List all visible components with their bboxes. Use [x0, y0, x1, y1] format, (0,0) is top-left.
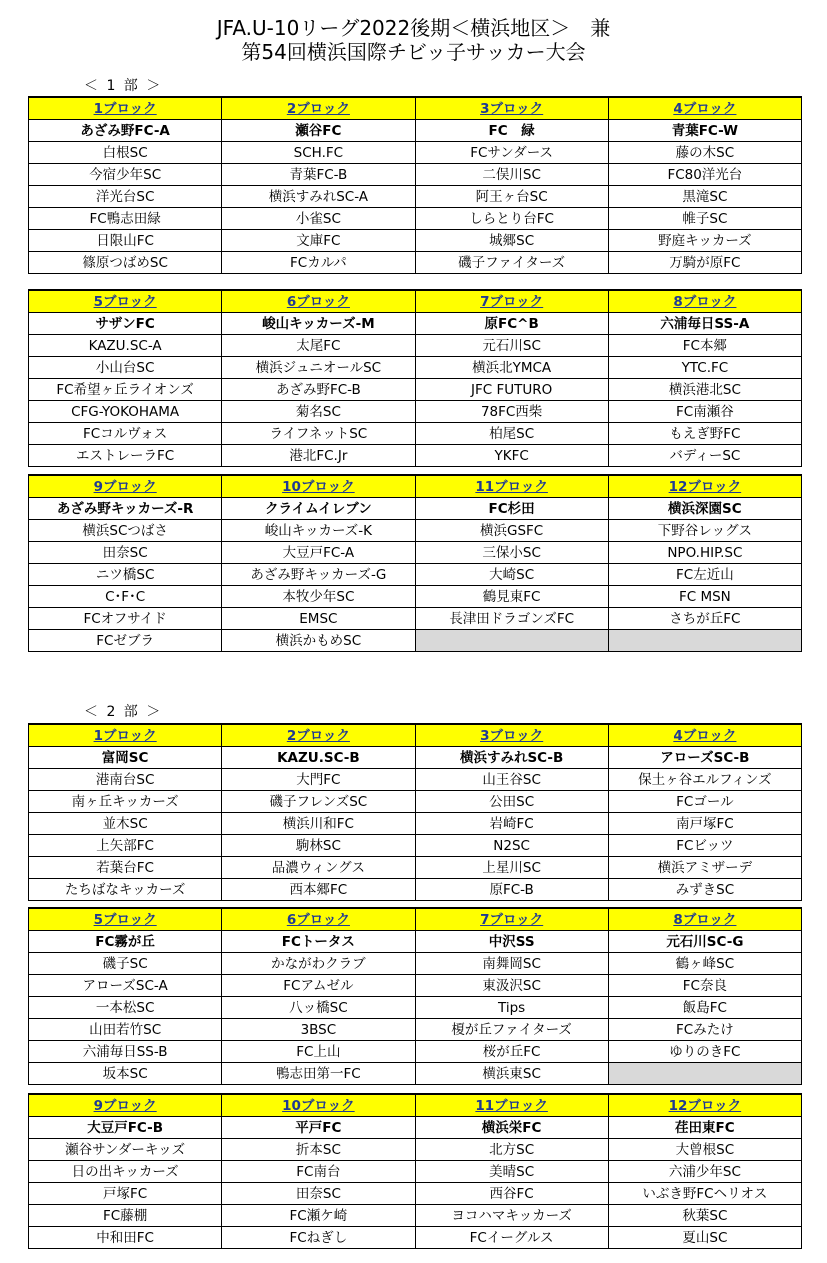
team-cell: 大門FC	[222, 769, 415, 791]
block-header: 10ブロック	[222, 475, 415, 498]
table-row	[29, 791, 802, 813]
team-cell: さちが丘FC	[608, 608, 801, 630]
team-cell	[608, 1063, 801, 1085]
seed-team-cell: FC杉田	[415, 498, 608, 520]
team-cell: 田奈SC	[29, 542, 222, 564]
table-row	[29, 230, 802, 252]
team-cell: CFG-YOKOHAMA	[29, 401, 222, 423]
team-cell: FC奈良	[608, 975, 801, 997]
team-cell: 八ッ橋SC	[222, 997, 415, 1019]
seed-team-cell: 横浜すみれSC-B	[415, 747, 608, 769]
table-row	[29, 747, 802, 769]
table-row	[29, 1183, 802, 1205]
team-cell: 磯子フレンズSC	[222, 791, 415, 813]
team-cell: アローズSC-A	[29, 975, 222, 997]
block-header: 9ブロック	[29, 1094, 222, 1117]
team-cell: 磯子SC	[29, 953, 222, 975]
team-cell: 二俣川SC	[415, 164, 608, 186]
team-cell: 若葉台FC	[29, 857, 222, 879]
table-row	[29, 1205, 802, 1227]
team-cell: FCコルヴォス	[29, 423, 222, 445]
team-cell: 鶴ヶ峰SC	[608, 953, 801, 975]
team-cell: 坂本SC	[29, 1063, 222, 1085]
team-cell: 大曾根SC	[608, 1139, 801, 1161]
team-cell: KAZU.SC-A	[29, 335, 222, 357]
team-cell: 小雀SC	[222, 208, 415, 230]
team-cell: 美晴SC	[415, 1161, 608, 1183]
table-row	[29, 1041, 802, 1063]
team-cell: 田奈SC	[222, 1183, 415, 1205]
table-row	[29, 975, 802, 997]
team-cell: 小山台SC	[29, 357, 222, 379]
table-row	[29, 997, 802, 1019]
seed-team-cell: KAZU.SC-B	[222, 747, 415, 769]
team-cell: FCオフサイド	[29, 608, 222, 630]
block-header: 3ブロック	[415, 97, 608, 120]
seed-team-cell: 瀬谷FC	[222, 120, 415, 142]
team-cell: かながわクラブ	[222, 953, 415, 975]
seed-team-cell: 富岡SC	[29, 747, 222, 769]
team-cell: FCサンダース	[415, 142, 608, 164]
block-header: 2ブロック	[222, 724, 415, 747]
team-cell: 岩崎FC	[415, 813, 608, 835]
team-cell: Tips	[415, 997, 608, 1019]
team-cell: 帷子SC	[608, 208, 801, 230]
team-cell: FC鴨志田緑	[29, 208, 222, 230]
block-header-row	[29, 908, 802, 931]
team-cell: 太尾FC	[222, 335, 415, 357]
team-cell: 南ヶ丘キッカーズ	[29, 791, 222, 813]
seed-team-cell: 中沢SS	[415, 931, 608, 953]
team-cell: 山王谷SC	[415, 769, 608, 791]
seed-team-cell: あざみ野キッカーズ-R	[29, 498, 222, 520]
team-cell: 横浜SCつばさ	[29, 520, 222, 542]
team-cell: エストレーラFC	[29, 445, 222, 467]
table-row	[29, 813, 802, 835]
team-cell: FCカルパ	[222, 252, 415, 274]
team-cell: 78FC西柴	[415, 401, 608, 423]
table-row	[29, 335, 802, 357]
team-cell: FCアムゼル	[222, 975, 415, 997]
team-cell: 横浜港北SC	[608, 379, 801, 401]
team-cell: ヨコハマキッカーズ	[415, 1205, 608, 1227]
team-cell	[415, 630, 608, 652]
team-cell: 南舞岡SC	[415, 953, 608, 975]
team-cell: もえぎ野FC	[608, 423, 801, 445]
team-cell: FC瀬ケ崎	[222, 1205, 415, 1227]
seed-team-cell: 横浜深園SC	[608, 498, 801, 520]
team-cell: FCイーグルス	[415, 1227, 608, 1249]
team-cell: 文庫FC	[222, 230, 415, 252]
table-row	[29, 208, 802, 230]
team-cell: 夏山SC	[608, 1227, 801, 1249]
team-cell: 六浦毎日SS-B	[29, 1041, 222, 1063]
table-row	[29, 564, 802, 586]
team-cell: 戸塚FC	[29, 1183, 222, 1205]
team-cell: 公田SC	[415, 791, 608, 813]
team-cell: FC MSN	[608, 586, 801, 608]
table-row	[29, 586, 802, 608]
table-row	[29, 1161, 802, 1183]
team-cell: 今宿少年SC	[29, 164, 222, 186]
seed-team-cell: 原FC^B	[415, 313, 608, 335]
seed-team-cell: 大豆戸FC-B	[29, 1117, 222, 1139]
block-header: 5ブロック	[29, 290, 222, 313]
table-row	[29, 542, 802, 564]
table-row	[29, 313, 802, 335]
team-cell: 大豆戸FC-A	[222, 542, 415, 564]
block-header: 6ブロック	[222, 290, 415, 313]
team-cell: YKFC	[415, 445, 608, 467]
team-cell: 駒林SC	[222, 835, 415, 857]
division-1-group-3	[28, 474, 802, 652]
table-row	[29, 142, 802, 164]
team-cell: 横浜川和FC	[222, 813, 415, 835]
seed-team-cell: アローズSC-B	[608, 747, 801, 769]
team-cell: NPO.HIP.SC	[608, 542, 801, 564]
seed-team-cell: 元石川SC-G	[608, 931, 801, 953]
block-header-row	[29, 97, 802, 120]
seed-team-cell: FC 緑	[415, 120, 608, 142]
block-header: 7ブロック	[415, 908, 608, 931]
team-cell: いぶき野FCヘリオス	[608, 1183, 801, 1205]
team-cell: 本牧少年SC	[222, 586, 415, 608]
team-cell: SCH.FC	[222, 142, 415, 164]
team-cell: FC左近山	[608, 564, 801, 586]
block-header: 12ブロック	[608, 1094, 801, 1117]
team-cell: FCねぎし	[222, 1227, 415, 1249]
team-cell: 大崎SC	[415, 564, 608, 586]
team-cell: 中和田FC	[29, 1227, 222, 1249]
team-cell: 鴨志田第一FC	[222, 1063, 415, 1085]
table-row	[29, 445, 802, 467]
table-row	[29, 120, 802, 142]
team-cell: あざみ野FC-B	[222, 379, 415, 401]
team-cell: 港北FC.Jr	[222, 445, 415, 467]
block-header: 2ブロック	[222, 97, 415, 120]
team-cell: 三保小SC	[415, 542, 608, 564]
table-row	[29, 953, 802, 975]
block-header: 10ブロック	[222, 1094, 415, 1117]
table-row	[29, 1117, 802, 1139]
division-2-group-3	[28, 1093, 802, 1249]
block-header: 7ブロック	[415, 290, 608, 313]
team-cell: 篠原つばめSC	[29, 252, 222, 274]
team-cell: FC希望ヶ丘ライオンズ	[29, 379, 222, 401]
team-cell: あざみ野キッカーズ-G	[222, 564, 415, 586]
table-row	[29, 423, 802, 445]
team-cell: 峻山キッカーズ-K	[222, 520, 415, 542]
team-cell: 桜が丘FC	[415, 1041, 608, 1063]
team-cell: JFC FUTURO	[415, 379, 608, 401]
team-cell: FC本郷	[608, 335, 801, 357]
team-cell: 一本松SC	[29, 997, 222, 1019]
team-cell: ライフネットSC	[222, 423, 415, 445]
table-row	[29, 630, 802, 652]
table-row	[29, 857, 802, 879]
block-header-row	[29, 724, 802, 747]
team-cell: 北方SC	[415, 1139, 608, 1161]
table-row	[29, 769, 802, 791]
seed-team-cell: FCトータス	[222, 931, 415, 953]
team-cell: 鶴見東FC	[415, 586, 608, 608]
block-header: 1ブロック	[29, 724, 222, 747]
team-cell: 西谷FC	[415, 1183, 608, 1205]
division-2-label: ＜ 2 部 ＞	[84, 704, 163, 720]
team-cell: 原FC-B	[415, 879, 608, 901]
team-cell: 上矢部FC	[29, 835, 222, 857]
seed-team-cell: 六浦毎日SS-A	[608, 313, 801, 335]
block-header: 1ブロック	[29, 97, 222, 120]
team-cell: FC藤棚	[29, 1205, 222, 1227]
table-row	[29, 357, 802, 379]
seed-team-cell: FC霧が丘	[29, 931, 222, 953]
team-cell: 榎が丘ファイターズ	[415, 1019, 608, 1041]
title-line-2: 第54回横浜国際チビッ子サッカー大会	[241, 40, 586, 64]
team-cell: 港南台SC	[29, 769, 222, 791]
team-cell: たちばなキッカーズ	[29, 879, 222, 901]
division-2-group-1	[28, 723, 802, 901]
division-1-label: ＜ 1 部 ＞	[84, 78, 163, 94]
team-cell: 南戸塚FC	[608, 813, 801, 835]
team-cell: しらとり台FC	[415, 208, 608, 230]
team-cell: 横浜かもめSC	[222, 630, 415, 652]
block-header: 4ブロック	[608, 97, 801, 120]
table-row	[29, 1227, 802, 1249]
seed-team-cell: 平戸FC	[222, 1117, 415, 1139]
block-header: 9ブロック	[29, 475, 222, 498]
table-row	[29, 835, 802, 857]
team-cell	[608, 630, 801, 652]
table-row	[29, 1019, 802, 1041]
table-row	[29, 164, 802, 186]
team-cell: 保土ヶ谷エルフィンズ	[608, 769, 801, 791]
team-cell: FC南瀬谷	[608, 401, 801, 423]
block-header-row	[29, 290, 802, 313]
block-header: 3ブロック	[415, 724, 608, 747]
team-cell: 横浜北YMCA	[415, 357, 608, 379]
team-cell: 秋葉SC	[608, 1205, 801, 1227]
seed-team-cell: クライムイレブン	[222, 498, 415, 520]
table-row	[29, 1139, 802, 1161]
team-cell: 瀬谷サンダーキッズ	[29, 1139, 222, 1161]
team-cell: ニツ橋SC	[29, 564, 222, 586]
team-cell: 藤の木SC	[608, 142, 801, 164]
seed-team-cell: 横浜栄FC	[415, 1117, 608, 1139]
team-cell: FCゴール	[608, 791, 801, 813]
team-cell: 横浜アミザーデ	[608, 857, 801, 879]
table-row	[29, 186, 802, 208]
block-header: 8ブロック	[608, 290, 801, 313]
team-cell: 六浦少年SC	[608, 1161, 801, 1183]
table-row	[29, 608, 802, 630]
team-cell: 日限山FC	[29, 230, 222, 252]
team-cell: 磯子ファイターズ	[415, 252, 608, 274]
block-header: 11ブロック	[415, 475, 608, 498]
team-cell: 野庭キッカーズ	[608, 230, 801, 252]
division-1-group-2	[28, 289, 802, 467]
team-cell: 3BSC	[222, 1019, 415, 1041]
team-cell: みずきSC	[608, 879, 801, 901]
team-cell: 横浜すみれSC-A	[222, 186, 415, 208]
block-header: 11ブロック	[415, 1094, 608, 1117]
team-cell: 元石川SC	[415, 335, 608, 357]
title-line-1: JFA.U-10リーグ2022後期＜横浜地区＞ 兼	[216, 16, 611, 40]
team-cell: 柏尾SC	[415, 423, 608, 445]
team-cell: バディーSC	[608, 445, 801, 467]
block-header: 5ブロック	[29, 908, 222, 931]
team-cell: 飯島FC	[608, 997, 801, 1019]
team-cell: 白根SC	[29, 142, 222, 164]
team-cell: EMSC	[222, 608, 415, 630]
team-cell: 横浜GSFC	[415, 520, 608, 542]
team-cell: FC上山	[222, 1041, 415, 1063]
team-cell: C･F･C	[29, 586, 222, 608]
team-cell: 万騎が原FC	[608, 252, 801, 274]
block-header: 6ブロック	[222, 908, 415, 931]
table-row	[29, 879, 802, 901]
team-cell: FCみたけ	[608, 1019, 801, 1041]
table-row	[29, 498, 802, 520]
team-cell: 阿王ヶ台SC	[415, 186, 608, 208]
table-row	[29, 931, 802, 953]
block-header-row	[29, 1094, 802, 1117]
team-cell: YTC.FC	[608, 357, 801, 379]
block-header: 8ブロック	[608, 908, 801, 931]
table-row	[29, 379, 802, 401]
table-row	[29, 520, 802, 542]
team-cell: 菊名SC	[222, 401, 415, 423]
team-cell: 品濃ウィングス	[222, 857, 415, 879]
seed-team-cell: 荏田東FC	[608, 1117, 801, 1139]
seed-team-cell: あざみ野FC-A	[29, 120, 222, 142]
block-header: 12ブロック	[608, 475, 801, 498]
team-cell: 下野谷レッグス	[608, 520, 801, 542]
table-row	[29, 401, 802, 423]
seed-team-cell: 峻山キッカーズ-M	[222, 313, 415, 335]
block-header-row	[29, 475, 802, 498]
team-cell: 横浜東SC	[415, 1063, 608, 1085]
team-cell: 長津田ドラゴンズFC	[415, 608, 608, 630]
division-2-group-2	[28, 907, 802, 1085]
team-cell: 洋光台SC	[29, 186, 222, 208]
team-cell: N2SC	[415, 835, 608, 857]
team-cell: FC80洋光台	[608, 164, 801, 186]
team-cell: 黒滝SC	[608, 186, 801, 208]
block-header: 4ブロック	[608, 724, 801, 747]
table-row	[29, 1063, 802, 1085]
table-row	[29, 252, 802, 274]
team-cell: FCビッツ	[608, 835, 801, 857]
team-cell: 山田若竹SC	[29, 1019, 222, 1041]
seed-team-cell: サザンFC	[29, 313, 222, 335]
team-cell: 折本SC	[222, 1139, 415, 1161]
division-1-group-1	[28, 96, 802, 274]
team-cell: 東汲沢SC	[415, 975, 608, 997]
team-cell: FCゼブラ	[29, 630, 222, 652]
seed-team-cell: 青葉FC-W	[608, 120, 801, 142]
team-cell: 青葉FC-B	[222, 164, 415, 186]
team-cell: ゆりのきFC	[608, 1041, 801, 1063]
team-cell: 横浜ジュニオールSC	[222, 357, 415, 379]
team-cell: 城郷SC	[415, 230, 608, 252]
team-cell: 並木SC	[29, 813, 222, 835]
team-cell: 上星川SC	[415, 857, 608, 879]
team-cell: 西本郷FC	[222, 879, 415, 901]
team-cell: FC南台	[222, 1161, 415, 1183]
team-cell: 日の出キッカーズ	[29, 1161, 222, 1183]
